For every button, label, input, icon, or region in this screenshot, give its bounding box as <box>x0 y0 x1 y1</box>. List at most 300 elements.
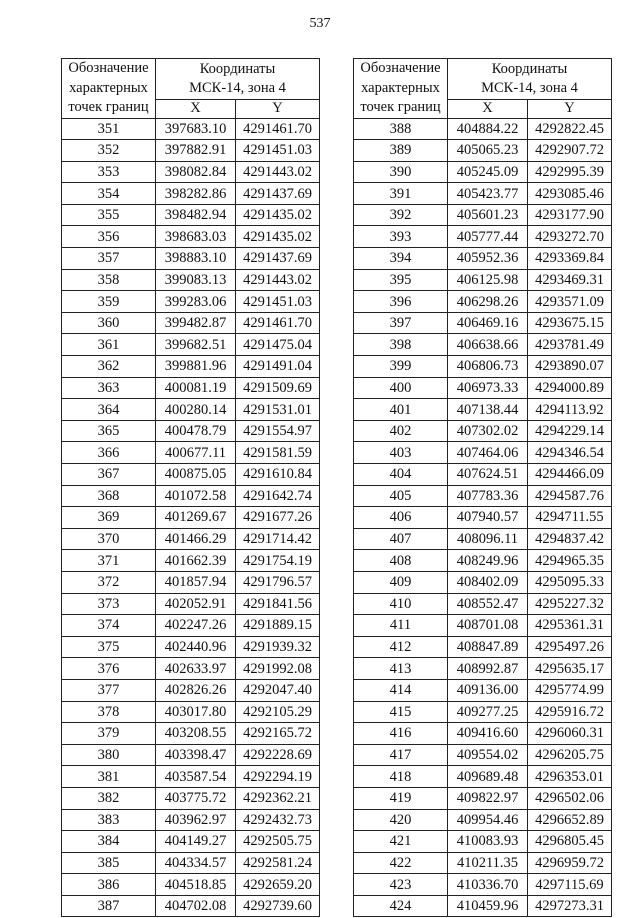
point-id-cell: 407 <box>354 528 448 550</box>
coord-y-cell: 4291509.69 <box>236 377 320 399</box>
coord-x-cell: 406125.98 <box>448 269 528 291</box>
coord-x-cell: 406298.26 <box>448 291 528 313</box>
point-id-cell: 368 <box>62 485 156 507</box>
table-row <box>62 140 320 162</box>
point-id-cell: 404 <box>354 464 448 486</box>
point-id-cell: 423 <box>354 874 448 896</box>
point-id-cell: 402 <box>354 420 448 442</box>
coord-x-cell: 399482.87 <box>156 312 236 334</box>
table-row <box>62 550 320 572</box>
table-row <box>354 204 612 226</box>
coord-x-cell: 399083.13 <box>156 269 236 291</box>
point-id-cell: 405 <box>354 485 448 507</box>
coord-x-cell: 400677.11 <box>156 442 236 464</box>
coord-x-cell: 410083.93 <box>448 831 528 853</box>
coord-x-cell: 404884.22 <box>448 118 528 140</box>
table-row <box>62 291 320 313</box>
coord-x-cell: 398683.03 <box>156 226 236 248</box>
coord-x-cell: 405777.44 <box>448 226 528 248</box>
table-row <box>62 636 320 658</box>
point-id-cell: 389 <box>354 140 448 162</box>
coord-y-cell: 4296959.72 <box>528 852 612 874</box>
point-id-cell: 363 <box>62 377 156 399</box>
coord-y-cell: 4293272.70 <box>528 226 612 248</box>
header-point-label <box>354 59 448 119</box>
header-col-y: Y <box>528 100 612 118</box>
coord-x-cell: 404518.85 <box>156 874 236 896</box>
coord-x-cell: 398082.84 <box>156 161 236 183</box>
point-id-cell: 354 <box>62 183 156 205</box>
coord-y-cell: 4295916.72 <box>528 701 612 723</box>
coord-y-cell: 4291451.03 <box>236 291 320 313</box>
table-row <box>354 248 612 270</box>
header-col-x: X <box>156 100 236 118</box>
point-id-cell: 360 <box>62 312 156 334</box>
coord-x-cell: 406469.16 <box>448 312 528 334</box>
point-id-cell: 416 <box>354 723 448 745</box>
point-id-cell: 385 <box>62 852 156 874</box>
coord-y-cell: 4292739.60 <box>236 895 320 917</box>
table-row <box>62 269 320 291</box>
coord-x-cell: 403962.97 <box>156 809 236 831</box>
coord-y-cell: 4292362.21 <box>236 787 320 809</box>
coord-y-cell: 4294965.35 <box>528 550 612 572</box>
coord-x-cell: 410459.96 <box>448 895 528 917</box>
table-row <box>354 312 612 334</box>
table-row <box>354 895 612 917</box>
coord-y-cell: 4291939.32 <box>236 636 320 658</box>
coord-x-cell: 409277.25 <box>448 701 528 723</box>
point-id-cell: 415 <box>354 701 448 723</box>
coord-y-cell: 4294229.14 <box>528 420 612 442</box>
coord-y-cell: 4296805.45 <box>528 831 612 853</box>
point-id-cell: 352 <box>62 140 156 162</box>
coord-y-cell: 4295497.26 <box>528 636 612 658</box>
point-id-cell: 403 <box>354 442 448 464</box>
coord-x-cell: 400280.14 <box>156 399 236 421</box>
coord-y-cell: 4293781.49 <box>528 334 612 356</box>
point-id-cell: 408 <box>354 550 448 572</box>
table-row <box>62 399 320 421</box>
point-id-cell: 417 <box>354 744 448 766</box>
table-row <box>62 658 320 680</box>
header-point-label-line: характерных <box>69 79 148 96</box>
coord-y-cell: 4294346.54 <box>528 442 612 464</box>
coord-x-cell: 398482.94 <box>156 204 236 226</box>
coord-x-cell: 402633.97 <box>156 658 236 680</box>
coord-y-cell: 4291451.03 <box>236 140 320 162</box>
table-row <box>354 161 612 183</box>
point-id-cell: 382 <box>62 787 156 809</box>
coord-y-cell: 4296652.89 <box>528 809 612 831</box>
table-row <box>62 766 320 788</box>
table-row <box>354 766 612 788</box>
point-id-cell: 377 <box>62 679 156 701</box>
point-id-cell: 357 <box>62 248 156 270</box>
header-point-label-line: Обозначение <box>360 60 441 76</box>
table-row <box>354 723 612 745</box>
table-row <box>354 787 612 809</box>
coord-y-cell: 4292047.40 <box>236 679 320 701</box>
coord-x-cell: 406806.73 <box>448 356 528 378</box>
table-body-left <box>62 118 320 917</box>
coord-x-cell: 408249.96 <box>448 550 528 572</box>
coord-y-cell: 4291437.69 <box>236 183 320 205</box>
coord-x-cell: 403775.72 <box>156 787 236 809</box>
coord-y-cell: 4292581.24 <box>236 852 320 874</box>
coord-y-cell: 4297273.31 <box>528 895 612 917</box>
coord-x-cell: 401857.94 <box>156 571 236 593</box>
coord-y-cell: 4291754.19 <box>236 550 320 572</box>
point-id-cell: 367 <box>62 464 156 486</box>
coord-y-cell: 4294000.89 <box>528 377 612 399</box>
coord-x-cell: 403208.55 <box>156 723 236 745</box>
point-id-cell: 353 <box>62 161 156 183</box>
table-row <box>354 183 612 205</box>
coord-y-cell: 4291443.02 <box>236 161 320 183</box>
coord-x-cell: 407302.02 <box>448 420 528 442</box>
table-row <box>62 507 320 529</box>
coord-x-cell: 405423.77 <box>448 183 528 205</box>
coord-y-cell: 4292995.39 <box>528 161 612 183</box>
coord-y-cell: 4296353.01 <box>528 766 612 788</box>
coord-x-cell: 405601.23 <box>448 204 528 226</box>
coord-x-cell: 408096.11 <box>448 528 528 550</box>
coord-y-cell: 4296502.06 <box>528 787 612 809</box>
table-row <box>62 442 320 464</box>
coord-y-cell: 4296060.31 <box>528 723 612 745</box>
coord-y-cell: 4291581.59 <box>236 442 320 464</box>
point-id-cell: 384 <box>62 831 156 853</box>
point-id-cell: 380 <box>62 744 156 766</box>
header-point-label <box>62 59 156 119</box>
point-id-cell: 393 <box>354 226 448 248</box>
table-row <box>62 895 320 917</box>
coord-y-cell: 4295361.31 <box>528 615 612 637</box>
coord-x-cell: 402052.91 <box>156 593 236 615</box>
coord-x-cell: 409822.97 <box>448 787 528 809</box>
point-id-cell: 364 <box>62 399 156 421</box>
coord-y-cell: 4291435.02 <box>236 204 320 226</box>
point-id-cell: 392 <box>354 204 448 226</box>
table-row <box>354 550 612 572</box>
coord-x-cell: 401269.67 <box>156 507 236 529</box>
coord-x-cell: 408402.09 <box>448 571 528 593</box>
table-row <box>354 118 612 140</box>
point-id-cell: 375 <box>62 636 156 658</box>
coord-y-cell: 4295095.33 <box>528 571 612 593</box>
point-id-cell: 383 <box>62 809 156 831</box>
coord-x-cell: 407464.06 <box>448 442 528 464</box>
table-row <box>354 399 612 421</box>
table-row <box>62 723 320 745</box>
coord-y-cell: 4291714.42 <box>236 528 320 550</box>
point-id-cell: 365 <box>62 420 156 442</box>
coord-y-cell: 4292505.75 <box>236 831 320 853</box>
point-id-cell: 370 <box>62 528 156 550</box>
point-id-cell: 409 <box>354 571 448 593</box>
coord-y-cell: 4293369.84 <box>528 248 612 270</box>
point-id-cell: 371 <box>62 550 156 572</box>
table-row <box>62 615 320 637</box>
header-point-label-line: Обозначение <box>68 60 149 76</box>
table-row <box>62 118 320 140</box>
coord-x-cell: 400875.05 <box>156 464 236 486</box>
point-id-cell: 356 <box>62 226 156 248</box>
table-row <box>62 485 320 507</box>
coord-y-cell: 4295227.32 <box>528 593 612 615</box>
header-coords-title <box>448 59 612 100</box>
point-id-cell: 374 <box>62 615 156 637</box>
table-row <box>62 809 320 831</box>
point-id-cell: 351 <box>62 118 156 140</box>
coord-y-cell: 4293177.90 <box>528 204 612 226</box>
coord-x-cell: 409416.60 <box>448 723 528 745</box>
point-id-cell: 378 <box>62 701 156 723</box>
table-row <box>354 334 612 356</box>
table-row <box>354 615 612 637</box>
coord-x-cell: 402440.96 <box>156 636 236 658</box>
coord-y-cell: 4295774.99 <box>528 679 612 701</box>
table-row <box>354 226 612 248</box>
coord-x-cell: 403587.54 <box>156 766 236 788</box>
point-id-cell: 379 <box>62 723 156 745</box>
table-row <box>62 204 320 226</box>
table-row <box>62 528 320 550</box>
point-id-cell: 387 <box>62 895 156 917</box>
table-row <box>354 852 612 874</box>
table-row <box>62 831 320 853</box>
table-row <box>354 809 612 831</box>
table-row <box>354 874 612 896</box>
table-row <box>354 420 612 442</box>
point-id-cell: 411 <box>354 615 448 637</box>
point-id-cell: 399 <box>354 356 448 378</box>
header-coords-title-line: МСК-14, зона 4 <box>481 80 578 97</box>
header-coords-title-line: Координаты <box>199 60 276 77</box>
table-row <box>62 377 320 399</box>
coord-y-cell: 4293890.07 <box>528 356 612 378</box>
table-row <box>354 356 612 378</box>
table-row <box>62 679 320 701</box>
point-id-cell: 410 <box>354 593 448 615</box>
coord-x-cell: 397882.91 <box>156 140 236 162</box>
table-row <box>354 571 612 593</box>
point-id-cell: 412 <box>354 636 448 658</box>
coord-y-cell: 4297115.69 <box>528 874 612 896</box>
coord-x-cell: 407138.44 <box>448 399 528 421</box>
table-row <box>354 464 612 486</box>
coord-y-cell: 4291435.02 <box>236 226 320 248</box>
coord-y-cell: 4291796.57 <box>236 571 320 593</box>
table-row <box>354 291 612 313</box>
point-id-cell: 397 <box>354 312 448 334</box>
table-row <box>354 679 612 701</box>
coord-x-cell: 400081.19 <box>156 377 236 399</box>
coord-y-cell: 4292659.20 <box>236 874 320 896</box>
coord-y-cell: 4293675.15 <box>528 312 612 334</box>
point-id-cell: 418 <box>354 766 448 788</box>
coord-x-cell: 401466.29 <box>156 528 236 550</box>
table-row <box>354 377 612 399</box>
coord-y-cell: 4292228.69 <box>236 744 320 766</box>
table-row <box>62 874 320 896</box>
point-id-cell: 373 <box>62 593 156 615</box>
coord-y-cell: 4291531.01 <box>236 399 320 421</box>
coord-x-cell: 406638.66 <box>448 334 528 356</box>
table-row <box>62 248 320 270</box>
coord-x-cell: 410336.70 <box>448 874 528 896</box>
coord-x-cell: 401072.58 <box>156 485 236 507</box>
point-id-cell: 401 <box>354 399 448 421</box>
header-coords-title-line: МСК-14, зона 4 <box>189 80 286 97</box>
coord-y-cell: 4291461.70 <box>236 118 320 140</box>
table-row <box>354 507 612 529</box>
point-id-cell: 413 <box>354 658 448 680</box>
table-row <box>62 701 320 723</box>
table-row <box>354 593 612 615</box>
table-row <box>354 658 612 680</box>
coord-y-cell: 4291992.08 <box>236 658 320 680</box>
table-row <box>62 183 320 205</box>
coord-y-cell: 4292432.73 <box>236 809 320 831</box>
point-id-cell: 406 <box>354 507 448 529</box>
coord-y-cell: 4291554.97 <box>236 420 320 442</box>
point-id-cell: 424 <box>354 895 448 917</box>
coord-y-cell: 4291475.04 <box>236 334 320 356</box>
point-id-cell: 391 <box>354 183 448 205</box>
coord-x-cell: 410211.35 <box>448 852 528 874</box>
table-row <box>62 852 320 874</box>
coord-y-cell: 4294837.42 <box>528 528 612 550</box>
point-id-cell: 390 <box>354 161 448 183</box>
point-id-cell: 419 <box>354 787 448 809</box>
point-id-cell: 420 <box>354 809 448 831</box>
coord-x-cell: 398883.10 <box>156 248 236 270</box>
coord-x-cell: 405952.36 <box>448 248 528 270</box>
table-row <box>62 356 320 378</box>
header-col-y: Y <box>236 100 320 118</box>
coord-y-cell: 4296205.75 <box>528 744 612 766</box>
coord-x-cell: 408701.08 <box>448 615 528 637</box>
coord-x-cell: 402247.26 <box>156 615 236 637</box>
header-point-label-line: точек границ <box>360 99 441 115</box>
point-id-cell: 376 <box>62 658 156 680</box>
coord-y-cell: 4294466.09 <box>528 464 612 486</box>
point-id-cell: 358 <box>62 269 156 291</box>
coord-x-cell: 400478.79 <box>156 420 236 442</box>
table-row <box>354 140 612 162</box>
point-id-cell: 422 <box>354 852 448 874</box>
coord-x-cell: 408992.87 <box>448 658 528 680</box>
point-id-cell: 414 <box>354 679 448 701</box>
coord-x-cell: 399881.96 <box>156 356 236 378</box>
coord-x-cell: 401662.39 <box>156 550 236 572</box>
coord-x-cell: 406973.33 <box>448 377 528 399</box>
header-coords-title-line: Координаты <box>491 60 568 77</box>
table-row <box>354 269 612 291</box>
table-row <box>354 485 612 507</box>
table-row <box>354 831 612 853</box>
coord-x-cell: 402826.26 <box>156 679 236 701</box>
point-id-cell: 421 <box>354 831 448 853</box>
coord-x-cell: 408552.47 <box>448 593 528 615</box>
coord-x-cell: 407624.51 <box>448 464 528 486</box>
coord-x-cell: 407783.36 <box>448 485 528 507</box>
point-id-cell: 400 <box>354 377 448 399</box>
coord-y-cell: 4295635.17 <box>528 658 612 680</box>
coord-y-cell: 4292907.72 <box>528 140 612 162</box>
coord-y-cell: 4291443.02 <box>236 269 320 291</box>
point-id-cell: 372 <box>62 571 156 593</box>
coord-x-cell: 409554.02 <box>448 744 528 766</box>
page-number: 537 <box>309 16 331 31</box>
coord-x-cell: 405245.09 <box>448 161 528 183</box>
table-row <box>62 420 320 442</box>
coord-x-cell: 405065.23 <box>448 140 528 162</box>
coord-y-cell: 4291491.04 <box>236 356 320 378</box>
point-id-cell: 381 <box>62 766 156 788</box>
point-id-cell: 388 <box>354 118 448 140</box>
coord-y-cell: 4291677.26 <box>236 507 320 529</box>
coord-y-cell: 4294113.92 <box>528 399 612 421</box>
coord-x-cell: 409954.46 <box>448 809 528 831</box>
header-point-label-line: характерных <box>361 79 440 96</box>
table-row <box>62 334 320 356</box>
point-id-cell: 398 <box>354 334 448 356</box>
coord-x-cell: 398282.86 <box>156 183 236 205</box>
point-id-cell: 361 <box>62 334 156 356</box>
point-id-cell: 394 <box>354 248 448 270</box>
coord-x-cell: 409689.48 <box>448 766 528 788</box>
point-id-cell: 369 <box>62 507 156 529</box>
coord-x-cell: 409136.00 <box>448 679 528 701</box>
coord-x-cell: 397683.10 <box>156 118 236 140</box>
coord-x-cell: 399682.51 <box>156 334 236 356</box>
coordinates-table-right <box>353 58 612 917</box>
table-row <box>354 528 612 550</box>
coord-x-cell: 403398.47 <box>156 744 236 766</box>
coord-y-cell: 4294711.55 <box>528 507 612 529</box>
table-row <box>62 744 320 766</box>
table-body-right <box>354 118 612 917</box>
coord-y-cell: 4291437.69 <box>236 248 320 270</box>
coord-x-cell: 408847.89 <box>448 636 528 658</box>
point-id-cell: 386 <box>62 874 156 896</box>
header-point-label-line: точек границ <box>68 99 149 115</box>
coord-x-cell: 404334.57 <box>156 852 236 874</box>
point-id-cell: 395 <box>354 269 448 291</box>
table-row <box>62 571 320 593</box>
point-id-cell: 359 <box>62 291 156 313</box>
coord-y-cell: 4292105.29 <box>236 701 320 723</box>
table-row <box>62 787 320 809</box>
coord-x-cell: 399283.06 <box>156 291 236 313</box>
coord-y-cell: 4291610.84 <box>236 464 320 486</box>
coord-y-cell: 4292822.45 <box>528 118 612 140</box>
point-id-cell: 396 <box>354 291 448 313</box>
table-row <box>354 442 612 464</box>
table-row <box>62 226 320 248</box>
coord-y-cell: 4294587.76 <box>528 485 612 507</box>
coord-y-cell: 4292165.72 <box>236 723 320 745</box>
coord-y-cell: 4291461.70 <box>236 312 320 334</box>
coord-x-cell: 403017.80 <box>156 701 236 723</box>
coord-x-cell: 404702.08 <box>156 895 236 917</box>
point-id-cell: 362 <box>62 356 156 378</box>
table-row <box>62 464 320 486</box>
coord-y-cell: 4291889.15 <box>236 615 320 637</box>
